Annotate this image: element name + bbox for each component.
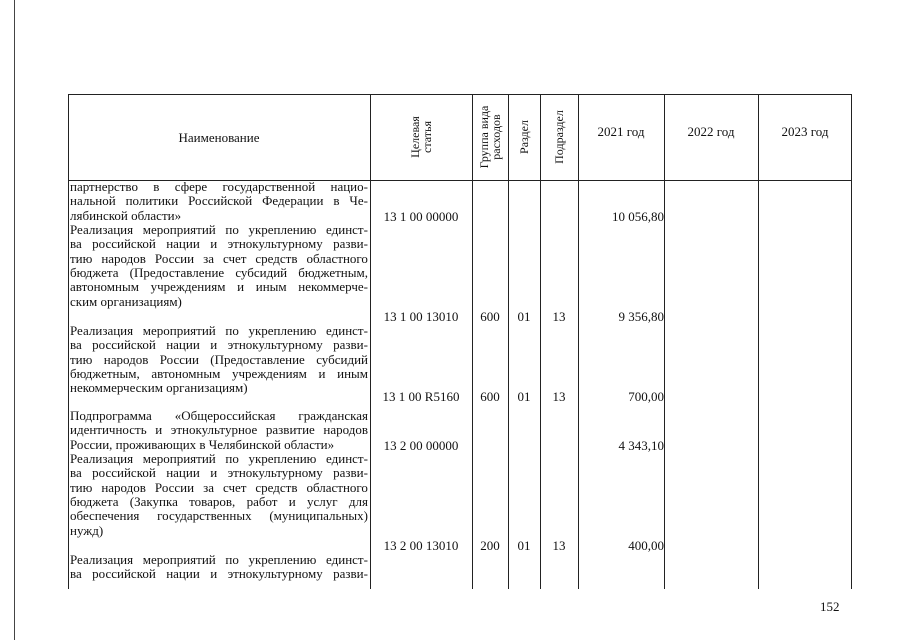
word: России: [154, 479, 195, 495]
header-section-text: Раздел: [517, 120, 531, 154]
word: областного: [306, 479, 368, 495]
row-text-line: России, проживающих в Челябинской области»: [70, 436, 335, 452]
row-target-article: 13 1 00 00000: [383, 209, 459, 224]
word: Реализация: [70, 451, 134, 466]
word: партнерство: [70, 179, 138, 194]
word: тию: [70, 250, 93, 266]
word: единст-: [326, 222, 368, 237]
word: в: [153, 179, 160, 194]
word: (Предоставление: [129, 265, 225, 281]
header-2023: [758, 94, 852, 168]
header-expense-group-line2: расходов: [489, 114, 503, 160]
word: ва: [70, 465, 82, 481]
header-2022-text: 2022 год: [687, 123, 735, 139]
word: народов: [101, 479, 146, 495]
row-target-article: 13 2 00 00000: [383, 438, 459, 453]
table-row-name: [70, 324, 368, 396]
table-row-name: [70, 223, 368, 309]
row-amount-2021: 4 343,10: [618, 438, 664, 453]
row-text-line: [70, 367, 368, 381]
budget-table: [68, 94, 852, 589]
row-text-line: [70, 280, 368, 294]
word: мероприятий: [142, 222, 216, 237]
row-text-line: [70, 553, 368, 567]
word: (Закупка: [129, 494, 178, 510]
word: и: [210, 566, 218, 582]
row-expense-group: 600: [480, 389, 500, 404]
row-text-line: нужд): [70, 522, 104, 538]
word: по: [225, 222, 239, 237]
word: развитие: [265, 422, 315, 438]
word: (Предоставление: [210, 351, 305, 367]
row-amount-2021: 700,00: [628, 389, 664, 404]
word: ва: [70, 236, 82, 252]
row-text-line: [70, 180, 368, 194]
col-border-section: [540, 94, 541, 589]
word: этнокультурному: [227, 236, 323, 252]
word: мероприятий: [142, 323, 216, 338]
word: укреплению: [248, 222, 317, 237]
word: Реализация: [70, 552, 134, 567]
word: российской: [92, 465, 156, 481]
word: нацио-: [330, 179, 368, 194]
word: разви-: [333, 236, 368, 252]
word: нации: [166, 566, 200, 582]
word: и: [155, 422, 163, 438]
word: автономным: [70, 279, 139, 295]
word: нации: [166, 465, 200, 481]
row-amount-2021: 9 356,80: [618, 309, 664, 324]
word: иным: [255, 279, 287, 295]
word: народов: [323, 422, 368, 438]
word: политики: [125, 193, 179, 209]
word: мероприятий: [142, 552, 216, 567]
word: субсидий: [316, 351, 368, 367]
word: некоммерче-: [298, 279, 368, 295]
word: иным: [337, 366, 368, 382]
row-text-line: ским организациям): [70, 293, 182, 309]
word: и: [318, 366, 326, 382]
word: тию: [70, 351, 93, 367]
row-text-line: некоммерческим организациям): [70, 380, 248, 396]
word: работ: [246, 494, 278, 510]
word: товаров,: [189, 494, 236, 510]
word: разви-: [333, 566, 368, 582]
word: по: [225, 451, 239, 466]
row-text-line: [70, 481, 368, 495]
word: «Общероссийская: [174, 408, 276, 423]
word: ва: [70, 337, 82, 353]
word: учреждениям: [232, 366, 307, 382]
row-target-article: 13 1 00 13010: [383, 309, 459, 324]
word: по: [225, 552, 239, 567]
word: разви-: [333, 337, 368, 353]
header-expense-group: [479, 94, 501, 180]
table-row-name: [70, 409, 368, 452]
row-section: 01: [517, 389, 531, 404]
word: бюджетным,: [70, 366, 140, 382]
word: нальной: [70, 193, 116, 209]
header-2022: [664, 94, 758, 168]
word: идентичность: [70, 422, 147, 438]
row-text-line: [70, 509, 368, 523]
header-name-text: Наименование: [178, 129, 260, 145]
page-left-border: [14, 0, 15, 640]
word: государственных: [157, 508, 252, 524]
header-target-article-line1: Целевая: [408, 116, 422, 158]
word: средств: [255, 479, 298, 495]
word: субсидий: [235, 265, 288, 281]
row-subsection: 13: [552, 389, 566, 404]
word: российской: [92, 566, 156, 582]
word: ва: [70, 566, 82, 582]
header-2021-text: 2021 год: [597, 123, 645, 139]
header-subsection-text: Подраздел: [552, 110, 566, 164]
word: в: [333, 193, 340, 209]
word: Реализация: [70, 222, 134, 237]
word: и: [210, 337, 218, 353]
col-border-subsection: [578, 94, 579, 589]
header-2023-text: 2023 год: [781, 123, 829, 139]
row-text-line: [70, 252, 368, 266]
word: этнокультурному: [227, 465, 323, 481]
word: за: [203, 250, 214, 266]
word: Реализация: [70, 323, 134, 338]
word: Российской: [188, 193, 253, 209]
word: счет: [222, 479, 247, 495]
row-text-line: [70, 237, 368, 251]
row-text-line: [70, 452, 368, 466]
word: и: [210, 236, 218, 252]
table-row-name: [70, 452, 368, 538]
row-subsection: 13: [552, 309, 566, 324]
row-expense-group: 600: [480, 309, 500, 324]
row-text-line: [70, 409, 368, 423]
row-target-article: 13 1 00 R5160: [382, 389, 460, 404]
word: областного: [306, 250, 368, 266]
row-text-line: [70, 266, 368, 280]
word: Че-: [349, 193, 368, 209]
row-expense-group: 200: [480, 538, 500, 553]
row-text-line: лябинской области»: [70, 207, 182, 223]
row-section: 01: [517, 309, 531, 324]
row-text-line: [70, 466, 368, 480]
row-target-article: 13 2 00 13010: [383, 538, 459, 553]
word: народов: [101, 250, 146, 266]
page-number: 152: [820, 599, 840, 614]
row-text-line: [70, 194, 368, 208]
word: этнокультурному: [227, 337, 323, 353]
word: для: [348, 494, 368, 510]
word: единст-: [326, 451, 368, 466]
col-border-group: [508, 94, 509, 589]
header-target-article: [408, 94, 434, 180]
row-amount-2021: 10 056,80: [612, 209, 664, 224]
word: разви-: [333, 465, 368, 481]
row-text-line: [70, 495, 368, 509]
word: (муниципальных): [269, 508, 368, 524]
word: за: [203, 479, 214, 495]
word: бюджета: [70, 494, 119, 510]
word: по: [225, 323, 239, 338]
word: этнокультурное: [170, 422, 258, 438]
word: государственной: [222, 179, 316, 194]
word: мероприятий: [142, 451, 216, 466]
word: обеспечения: [70, 508, 140, 524]
word: тию: [70, 479, 93, 495]
word: народов: [103, 351, 149, 367]
word: российской: [92, 236, 156, 252]
word: бюджета: [70, 265, 119, 281]
row-text-line: [70, 338, 368, 352]
word: учреждениям: [150, 279, 226, 295]
header-expense-group-line1: Группа вида: [477, 105, 491, 169]
table-row-name: [70, 180, 368, 223]
word: Федерации: [262, 193, 324, 209]
col-border-right: [851, 94, 852, 589]
row-text-line: [70, 567, 368, 581]
col-border-2022: [758, 94, 759, 589]
header-subsection: [553, 94, 565, 180]
word: сфере: [174, 179, 208, 194]
word: укреплению: [248, 451, 317, 466]
word: и: [237, 279, 245, 295]
word: Подпрограмма: [70, 408, 152, 423]
header-2021: [578, 94, 664, 168]
word: единст-: [326, 552, 368, 567]
row-amount-2021: 400,00: [628, 538, 664, 553]
col-border-name: [370, 94, 371, 589]
word: счет: [222, 250, 247, 266]
word: и: [288, 494, 296, 510]
word: гражданская: [298, 408, 368, 423]
row-text-line: [70, 353, 368, 367]
row-subsection: 13: [552, 538, 566, 553]
word: российской: [92, 337, 156, 353]
header-target-article-line2: статья: [420, 121, 434, 153]
row-section: 01: [517, 538, 531, 553]
word: единст-: [326, 323, 368, 338]
col-border-2021: [664, 94, 665, 589]
word: нации: [166, 236, 200, 252]
row-text-line: [70, 423, 368, 437]
word: этнокультурному: [227, 566, 323, 582]
header-section: [518, 94, 530, 180]
word: автономным: [151, 366, 221, 382]
word: России: [154, 250, 195, 266]
word: бюджетным,: [298, 265, 368, 281]
word: укреплению: [248, 552, 317, 567]
word: России: [159, 351, 199, 367]
word: нации: [166, 337, 200, 353]
row-text-line: [70, 324, 368, 338]
word: средств: [255, 250, 298, 266]
table-row-name: [70, 553, 368, 582]
word: и: [210, 465, 218, 481]
header-name: [68, 94, 370, 180]
word: услуг: [307, 494, 338, 510]
row-text-line: [70, 223, 368, 237]
word: укреплению: [248, 323, 317, 338]
col-border-code: [472, 94, 473, 589]
